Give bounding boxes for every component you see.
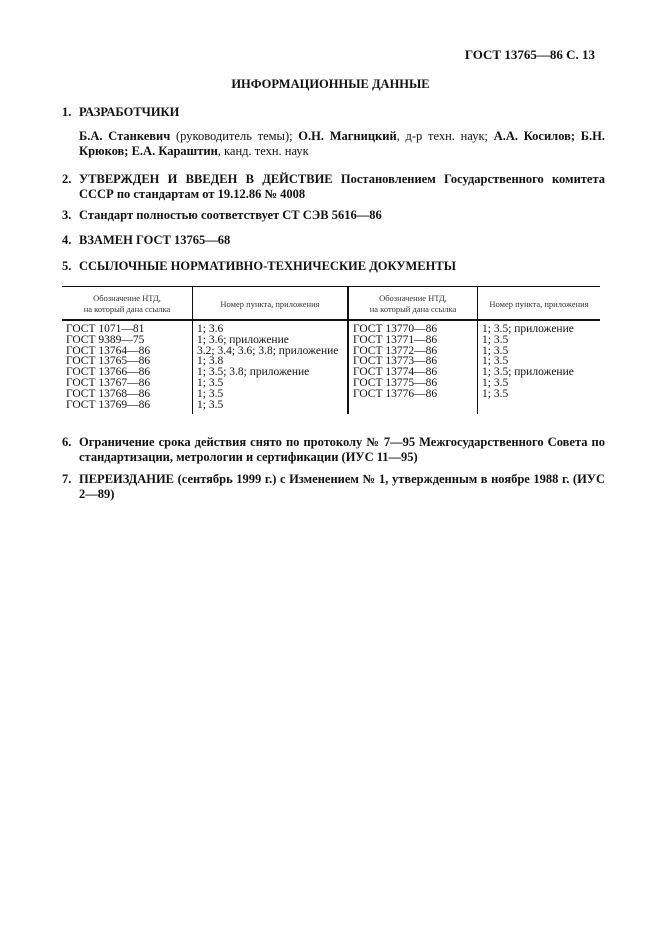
section-text: Постановлением Государственного комитета СССР по стандартам от 19.12.86 № 4008 bbox=[79, 172, 605, 201]
author-name: Б.А. Станкевич bbox=[79, 129, 171, 143]
table-row bbox=[62, 335, 600, 346]
section-text: Стандарт полностью соответствует СТ СЭВ 5616—86 bbox=[79, 208, 382, 222]
header-clause-left: Номер пункта, приложения bbox=[193, 287, 349, 321]
author-role: , д-р техн. наук; bbox=[396, 129, 494, 143]
section-number: 5. bbox=[62, 259, 72, 273]
header-clause-right: Номер пункта, приложения bbox=[478, 287, 601, 321]
section-compliance bbox=[62, 208, 605, 223]
table-row bbox=[62, 400, 600, 415]
cell-clause: 1; 3.5 bbox=[193, 400, 349, 415]
section-validity bbox=[62, 435, 605, 465]
table-header-row bbox=[62, 287, 600, 321]
section-number: 1. bbox=[62, 105, 72, 119]
section-number: 2. bbox=[62, 172, 72, 186]
cell-clause: 1; 3.6; приложение bbox=[193, 335, 349, 346]
cell-clause: 1; 3.5 bbox=[193, 378, 349, 389]
cell-clause: 1; 3.5 bbox=[478, 378, 601, 389]
author-role: , канд. техн. наук bbox=[217, 144, 309, 158]
section-text: ВЗАМЕН ГОСТ 13765—68 bbox=[79, 233, 231, 247]
cell-doc: ГОСТ 13776—86 bbox=[348, 389, 478, 400]
cell-doc: ГОСТ 13770—86 bbox=[348, 320, 478, 335]
author-name: О.Н. Магницкий bbox=[298, 129, 397, 143]
section-number: 4. bbox=[62, 233, 72, 247]
section-heading: УТВЕРЖДЕН И ВВЕДЕН В ДЕЙСТВИЕ bbox=[79, 172, 333, 186]
authors-list bbox=[79, 129, 605, 159]
section-reissue bbox=[62, 472, 605, 502]
section-number: 6. bbox=[62, 435, 72, 449]
table-row bbox=[62, 389, 600, 400]
header-doc-right: Обозначение НТД, на который дана ссылка bbox=[348, 287, 478, 321]
cell-clause bbox=[478, 400, 601, 415]
cell-doc bbox=[348, 400, 478, 415]
cell-doc: ГОСТ 13767—86 bbox=[66, 376, 151, 389]
section-number: 7. bbox=[62, 472, 72, 486]
section-number: 3. bbox=[62, 208, 72, 222]
cell-doc: ГОСТ 13773—86 bbox=[348, 356, 478, 367]
cell-doc: ГОСТ 13771—86 bbox=[348, 335, 478, 346]
cell-clause: 1; 3.5 bbox=[478, 356, 601, 367]
table-row bbox=[62, 320, 600, 335]
cell-doc: ГОСТ 13764—86 bbox=[66, 344, 151, 357]
section-heading: ССЫЛОЧНЫЕ НОРМАТИВНО-ТЕХНИЧЕСКИЕ ДОКУМЕНТЫ bbox=[79, 259, 456, 273]
cell-clause: 3.2; 3.4; 3.6; 3.8; приложение bbox=[193, 346, 349, 357]
cell-doc: ГОСТ 9389—75 bbox=[66, 333, 145, 346]
section-references bbox=[62, 259, 605, 274]
references-table bbox=[62, 286, 600, 414]
cell-clause: 1; 3.5 bbox=[193, 389, 349, 400]
cell-doc: ГОСТ 13774—86 bbox=[348, 367, 478, 378]
cell-clause: 1; 3.6 bbox=[193, 320, 349, 335]
section-heading: ПЕРЕИЗДАНИЕ bbox=[79, 472, 175, 486]
author-role: (руководитель темы); bbox=[170, 129, 299, 143]
section-approved bbox=[62, 172, 605, 202]
cell-doc: ГОСТ 13772—86 bbox=[348, 346, 478, 357]
author-name: А.А. Косилов; Б.Н. Крюков; Е.А. Караштин bbox=[79, 129, 605, 158]
document-title: ИНФОРМАЦИОННЫЕ ДАННЫЕ bbox=[231, 77, 430, 91]
cell-doc: ГОСТ 13775—86 bbox=[348, 378, 478, 389]
cell-clause: 1; 3.5 bbox=[478, 335, 601, 346]
cell-clause: 1; 3.5; 3.8; приложение bbox=[193, 367, 349, 378]
section-developers bbox=[62, 105, 605, 120]
section-text: Ограничение срока действия снято по протоколу № 7—95 Межгосударственного Совета по стандартизации, метрологии и сертификации (ИУС 11—95) bbox=[79, 435, 605, 464]
cell-doc: ГОСТ 13769—86 bbox=[66, 398, 151, 411]
cell-clause: 1; 3.5; приложение bbox=[478, 320, 601, 335]
section-text: (сентябрь 1999 г.) с Изменением № 1, утвержденным в ноябре 1988 г. (ИУС 2—89) bbox=[79, 472, 605, 501]
cell-doc: ГОСТ 13765—86 bbox=[66, 355, 151, 368]
section-replaces bbox=[62, 233, 605, 248]
cell-doc: ГОСТ 13766—86 bbox=[66, 366, 151, 379]
header-doc-left: Обозначение НТД, на который дана ссылка bbox=[62, 287, 193, 321]
cell-clause: 1; 3.5; приложение bbox=[478, 367, 601, 378]
cell-clause: 1; 3.8 bbox=[193, 356, 349, 367]
cell-doc: ГОСТ 1071—81 bbox=[66, 323, 145, 335]
cell-clause: 1; 3.5 bbox=[478, 346, 601, 357]
cell-clause: 1; 3.5 bbox=[478, 389, 601, 400]
page-header: ГОСТ 13765—86 С. 13 bbox=[464, 47, 595, 62]
section-heading: РАЗРАБОТЧИКИ bbox=[79, 105, 180, 119]
cell-doc: ГОСТ 13768—86 bbox=[66, 387, 151, 400]
